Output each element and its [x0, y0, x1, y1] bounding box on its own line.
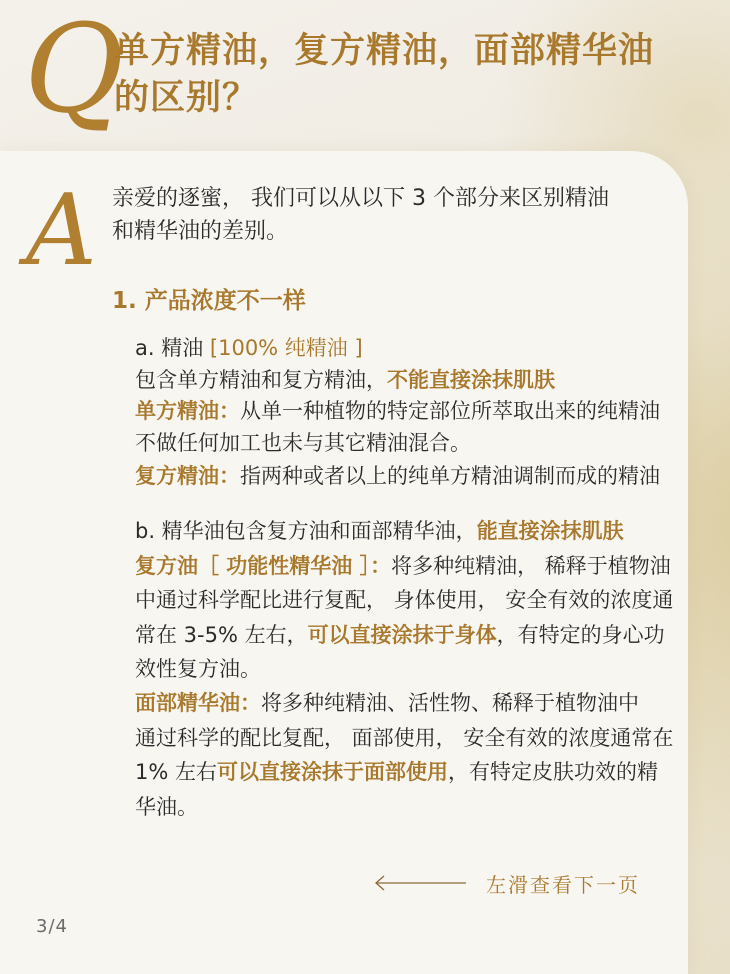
func-oil-text3a: 常在 3-5% 左右， [135, 622, 308, 647]
item-a-prefix: a. 精油 [135, 336, 210, 360]
func-oil-line1 [135, 549, 673, 584]
face-serum-block [135, 686, 673, 824]
single-oil-line1 [135, 396, 660, 428]
func-oil-label: 复方油［ 功能性精华油 ］： [135, 553, 392, 578]
face-serum-label: 面部精华油： [135, 691, 261, 715]
func-oil-highlight: 可以直接涂抹于身体 [307, 622, 497, 647]
blend-oil-line [135, 461, 660, 493]
item-a-bracket: [100% 纯精油 ] [209, 336, 363, 360]
item-b-line [135, 514, 673, 549]
next-page-hint[interactable] [372, 868, 640, 898]
face-serum-text1: 将多种纯精油、活性物、稀释于植物油中 [261, 691, 639, 715]
item-b-text: b. 精华油包含复方油和面部精华油， [135, 519, 477, 543]
face-serum-text3a: 1% 左右 [135, 760, 217, 784]
item-b-highlight: 能直接涂抹肌肤 [476, 519, 624, 543]
func-oil-text1: 将多种纯精油， 稀释于植物油 [391, 553, 671, 578]
single-oil-line2: 不做任何加工也未与其它精油混合。 [135, 430, 471, 455]
item-a-desc [135, 365, 660, 397]
item-a-line [135, 333, 660, 365]
face-serum-line1 [135, 686, 673, 721]
face-serum-line2: 通过科学的配比复配， 面部使用， 安全有效的浓度通常在 [135, 725, 674, 750]
answer-intro [112, 182, 609, 248]
func-oil-line3 [135, 618, 673, 653]
func-oil-line2: 中通过科学配比进行复配， 身体使用， 安全有效的浓度通 [135, 588, 674, 612]
blend-oil-label: 复方精油： [135, 464, 240, 488]
serum-oil-block [135, 514, 673, 687]
single-oil-text1: 从单一种植物的特定部位所萃取出来的纯精油 [240, 399, 660, 423]
func-oil-text3b: ，有特定的身心功 [496, 622, 665, 647]
a-letter-icon: A [26, 174, 97, 288]
page-title [114, 28, 694, 122]
func-oil-line4: 效性复方油。 [135, 657, 261, 681]
page-indicator: 3/4 [36, 916, 68, 937]
face-serum-text3b: ，有特定皮肤功效的精 [448, 760, 658, 784]
section-heading: 1. 产品浓度不一样 [112, 288, 306, 314]
question-line2: 的区别？ [114, 78, 259, 118]
face-serum-line3 [135, 755, 673, 790]
single-oil-label: 单方精油： [135, 399, 240, 423]
item-a-highlight: 不能直接涂抹肌肤 [387, 367, 555, 392]
arrow-left-icon [372, 868, 468, 898]
intro-line1: 亲爱的逐蜜， 我们可以从以下 3 个部分来区别精油 [112, 186, 609, 211]
intro-line2: 和精华油的差别。 [112, 219, 289, 244]
question-line1: 单方精油，复方精油，面部精华油 [114, 31, 655, 71]
q-letter-icon: Q [24, 0, 125, 140]
face-serum-highlight: 可以直接涂抹于面部使用 [217, 760, 448, 784]
face-serum-line4: 华油。 [135, 794, 198, 819]
essential-oil-block [135, 333, 660, 493]
next-page-label: 左滑查看下一页 [486, 872, 640, 897]
blend-oil-text: 指两种或者以上的纯单方精油调制而成的精油 [240, 464, 660, 488]
item-a-desc-text: 包含单方精油和复方精油， [135, 367, 387, 392]
